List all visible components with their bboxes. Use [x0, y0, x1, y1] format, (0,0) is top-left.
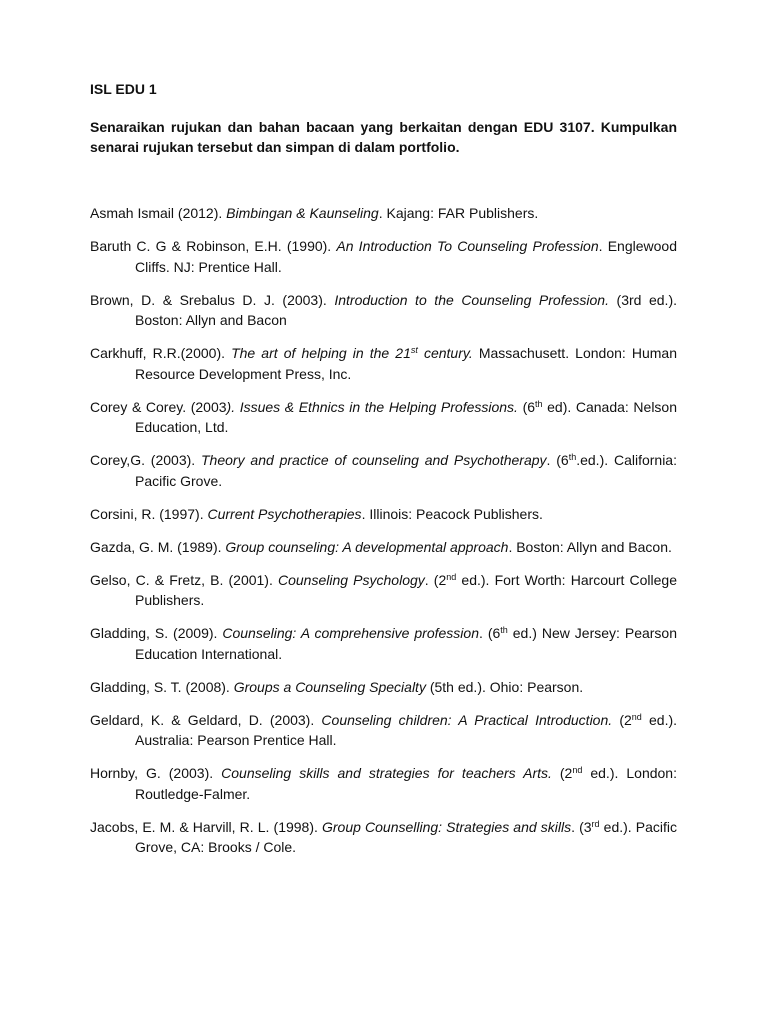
reference-text: . Englewood Cliffs. NJ: Prentice Hall.	[135, 238, 677, 275]
reference-text: Carkhuff, R.R.(2000).	[90, 345, 232, 361]
ordinal-superscript: nd	[446, 571, 457, 582]
reference-entry	[90, 710, 677, 751]
reference-entry	[90, 236, 677, 277]
reference-text: Massachusett. London: Human Resource Development Press, Inc.	[135, 345, 678, 382]
reference-text: (5th ed.). Ohio: Pearson.	[425, 678, 584, 695]
reference-text: (2	[612, 711, 632, 728]
ordinal-superscript: th	[568, 452, 577, 462]
ordinal-superscript: rd	[591, 818, 600, 829]
reference-text: ed.) New Jersey: Pearson Education International.	[135, 625, 678, 662]
reference-title: Counseling: A comprehensive profession	[222, 625, 479, 641]
reference-text: (2	[551, 765, 573, 781]
reference-text: Geldard, K. & Geldard, D. (2003).	[90, 711, 322, 728]
reference-title: An Introduction To Counseling Profession	[336, 238, 599, 254]
reference-title: ). Issues & Ethnics in the Helping Professions.	[226, 398, 518, 415]
reference-text: . (6	[546, 452, 569, 468]
reference-entry	[90, 763, 677, 804]
reference-entry	[90, 290, 677, 331]
reference-text: . Illinois: Peacock Publishers.	[361, 505, 543, 522]
reference-entry	[90, 343, 677, 384]
reference-text: Hornby, G. (2003).	[90, 765, 222, 781]
reference-text: Gladding, S. T. (2008).	[90, 678, 234, 695]
ordinal-superscript: th	[535, 398, 543, 409]
reference-entry	[90, 537, 677, 558]
reference-entry	[90, 677, 677, 698]
document-page	[90, 78, 677, 858]
reference-title: Introduction to the Counseling Profession.	[334, 291, 609, 308]
reference-text: (6	[517, 398, 536, 415]
reference-entry	[90, 397, 677, 438]
reference-text: ed.). Pacific Grove, CA: Brooks / Cole.	[135, 818, 678, 855]
reference-title: Bimbingan & Kaunseling	[226, 205, 379, 221]
reference-title: Theory and practice of counseling and Psychotherapy	[201, 452, 547, 468]
reference-title: Groups a Counseling Specialty	[233, 678, 426, 695]
reference-text: Asmah Ismail (2012).	[90, 205, 227, 221]
reference-title: Current Psychotherapies	[207, 505, 362, 522]
reference-entry	[90, 203, 677, 224]
reference-text: Gelso, C. & Fretz, B. (2001).	[90, 571, 278, 588]
reference-text: Jacobs, E. M. & Harvill, R. L. (1998).	[90, 818, 322, 835]
reference-text: . Boston: Allyn and Bacon.	[508, 538, 672, 555]
ordinal-superscript: st	[410, 345, 418, 355]
reference-text: . (3	[571, 818, 592, 835]
reference-text: (3rd ed.). Boston: Allyn and Bacon	[135, 291, 677, 328]
reference-text: Gladding, S. (2009).	[90, 625, 223, 641]
reference-title: Group Counselling: Strategies and skills	[322, 818, 572, 835]
reference-entry	[90, 570, 677, 611]
reference-title: Counseling Psychology	[278, 571, 425, 588]
reference-text: Brown, D. & Srebalus D. J. (2003).	[90, 291, 335, 308]
reference-text: ed.). London: Routledge-Falmer.	[135, 765, 677, 802]
reference-title: century.	[417, 345, 473, 361]
reference-title: Counseling children: A Practical Introduction.	[321, 711, 613, 728]
reference-text: . Kajang: FAR Publishers.	[378, 205, 539, 221]
reference-text: Corsini, R. (1997).	[90, 505, 208, 522]
instruction-text: Senaraikan rujukan dan bahan bacaan yang berkaitan dengan EDU 3107. Kumpulkan senarai rujukan tersebut dan simpan di dalam portfolio.	[90, 119, 677, 155]
reference-text: Gazda, G. M. (1989).	[90, 538, 226, 555]
reference-entry	[90, 504, 677, 525]
reference-title: Counseling skills and strategies for teachers Arts.	[221, 765, 552, 781]
page-title: ISL EDU 1	[90, 81, 157, 97]
reference-list	[90, 203, 677, 858]
reference-text: . (2	[424, 571, 447, 588]
reference-text: Baruth C. G & Robinson, E.H. (1990).	[90, 238, 337, 254]
ordinal-superscript: nd	[631, 711, 642, 722]
reference-title: The art of helping in the 21	[231, 345, 411, 361]
reference-text: ed). Canada: Nelson Education, Ltd.	[135, 398, 678, 435]
reference-text: ed.). Fort Worth: Harcourt College Publishers.	[135, 571, 678, 608]
reference-text: Corey,G. (2003).	[90, 452, 201, 468]
reference-text: Corey & Corey. (2003	[90, 398, 227, 415]
ordinal-superscript: th	[500, 625, 508, 635]
reference-text: .ed.). California: Pacific Grove.	[135, 452, 677, 489]
reference-entry	[90, 817, 677, 858]
reference-text: ed.). Australia: Pearson Prentice Hall.	[135, 711, 678, 748]
reference-title: Group counseling: A developmental approach	[225, 538, 509, 555]
ordinal-superscript: nd	[572, 765, 583, 775]
reference-text: . (6	[479, 625, 501, 641]
reference-entry	[90, 450, 677, 491]
reference-entry	[90, 623, 677, 664]
